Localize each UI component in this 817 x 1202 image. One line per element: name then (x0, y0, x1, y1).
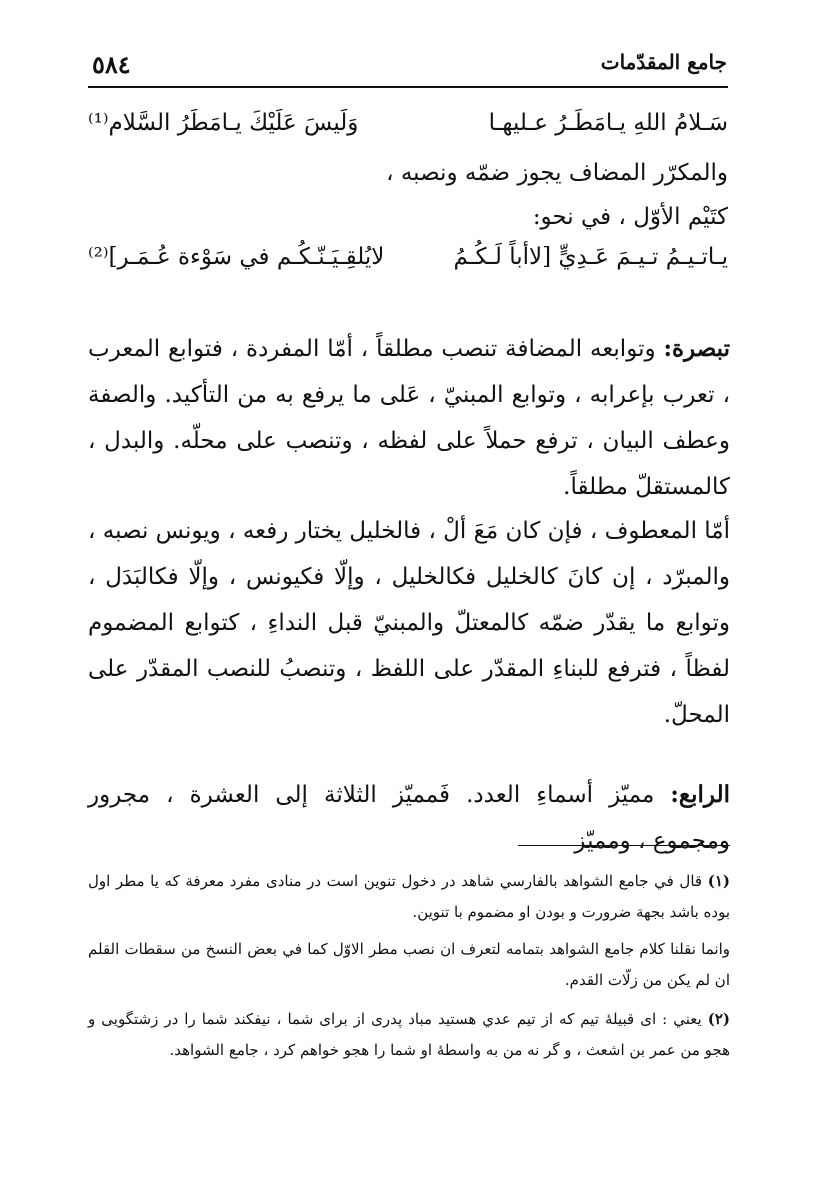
footnote-text: قال في جامع الشواهد بالفارسي شاهد در دخول تنوين است در منادى مفرد معرفة كه يا مطر اول بوده باشد بجهة ضرورت و بودن او مضموم با تنوين. (88, 872, 730, 921)
header-rule (88, 86, 728, 88)
paragraph-tabsira (88, 326, 730, 510)
verse-1-hemistich-2: وَلَيسَ عَلَيْكَ يـامَطَرُ السَّلام⁽¹⁾ (88, 110, 359, 136)
verse-2 (88, 244, 728, 284)
text-line-1: والمكرّر المضاف يجوز ضمّه ونصبه ، (386, 160, 728, 186)
footnote-1 (88, 866, 730, 928)
verse-1-hemistich-1: سَـلامُ اللهِ يـامَطَـرُ عـليهـا (488, 110, 728, 136)
footnote-rule (518, 845, 730, 846)
footnote-text: وانما نقلنا كلام جامع الشواهد بتمامه لتعرف ان نصب مطر الاوّل كما في بعض النسخ من سقطات القلم ان لم يكن من زلّات القدم. (88, 940, 730, 989)
verse-2-hemistich-1: يـاتـيـمُ تـيـمَ عَـدِيٍّ [لاأباً لَـكُـمُ (453, 244, 728, 270)
footnote-1-continuation (88, 934, 730, 996)
running-header-title: جامع المقدّمات (600, 50, 727, 74)
verse-2-hemistich-2: لايُلقِـيَـنّـكُـم في سَوْءة عُـمَـر]⁽²⁾ (88, 244, 385, 270)
paragraph-text: وتوابعه المضافة تنصب مطلقاً ، أمّا المفردة ، فتوابع المعرب ، تعرب بإعرابه ، وتوابع المبنيّ ، عَلى ما يرفع به من التأكيد. والصفة وعطف البيان ، ترفع حملاً على لفظه ، وتنصب على محلّه. والبدل ، كالمستقلّ مطلقاً. (88, 336, 730, 500)
paragraph-text: مميّز أسماءِ العدد. فَمميّز الثلاثة إلى العشرة ، مجرور ومجموع ، ومميّز (88, 782, 730, 854)
paragraph-text: أمّا المعطوف ، فإن كان مَعَ ألْ ، فالخليل يختار رفعه ، ويونس نصبه ، والمبرّد ، إن كانَ كالخليل فكالخليل ، وإلّا فكيونس ، وإلّا فكالبَدَل ، وتوابع ما يقدّر ضمّه كالمعتلّ والمبنيّ قبل النداءِ ، كتوابع المضموم لفظاً ، فترفع للبناءِ المقدّر على اللفظ ، وتنصبُ للنصب المقدّر على المحلّ. (88, 518, 730, 728)
footnote-2 (88, 1004, 730, 1066)
paragraph-rabi (88, 772, 730, 864)
paragraph-lead-heading: تبصرة: (663, 335, 730, 362)
footnote-number: (١) (707, 872, 730, 890)
footnote-text: يعني : اى قبيلهٔ تيم كه از تيم عدي هستيد مباد پدرى از براى شما ، نيفكند شما را در زشتگويى و هجو من عمر بن اشعث ، و گر نه من به واسطهٔ او شما را هجو خواهم كرد ، جامع الشواهد. (88, 1010, 730, 1059)
verse-1 (88, 110, 728, 150)
paragraph-maatuf (88, 508, 730, 738)
paragraph-lead-heading: الرابع: (670, 781, 730, 808)
footnote-number: (٢) (707, 1010, 730, 1028)
page-number: ٥٨٤ (92, 50, 131, 79)
text-line-2: كتَيْم الأوّل ، في نحو: (532, 204, 728, 230)
